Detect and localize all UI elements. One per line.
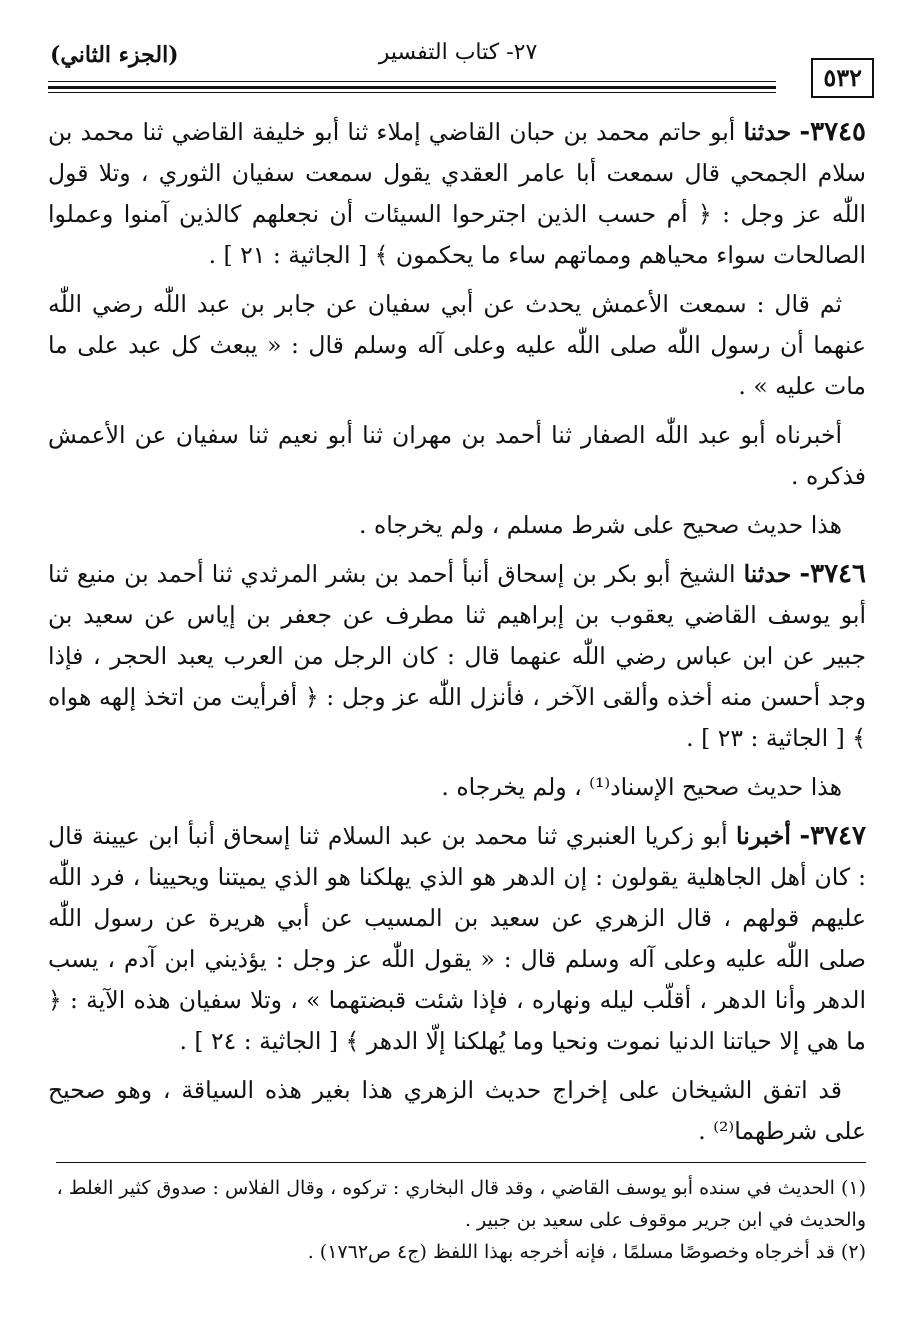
paragraph-text: أبو زكريا العنبري ثنا محمد بن عبد السلام ثنا إسحاق أنبأ ابن عيينة قال : كان أهل الجاهلية يقولون : إن الدهر هو الذي يهلكنا هو الذي يميتنا ويحيينا ، فرد اللّٰه عليهم قولهم ، قال الزهري عن سعيد بن المسيب عن أبي هريرة عن رسول اللّٰه صلى اللّٰه عليه وعلى آله وسلم قال : « يقول اللّٰه عز وجل : يؤذيني ابن آدم ، يسب الدهر وأنا الدهر ، أقلّب ليله ونهاره ، فإذا شئت قبضتهما » ، وتلا سفيان هذه الآية : ﴿ ما هي إلا حياتنا الدنيا نموت ونحيا وما يُهلكنا إلّا الدهر ﴾ [ الجاثية : ٢٤ ] . [48, 822, 866, 1055]
hadith-3745 [48, 112, 866, 276]
header-rule-bottom [48, 92, 776, 93]
part-label: (الجزء الثاني) [50, 42, 179, 68]
paragraph [48, 415, 866, 497]
footnote-divider [56, 1162, 866, 1163]
footnote-1: (١) الحديث في سنده أبو يوسف القاضي ، وقد قال البخاري : تركوه ، وقال الفلاس : صدوق كثير الغلط ، والحديث في ابن جرير موقوف على سعيد بن جبير . [56, 1177, 866, 1231]
paragraph-text: هذا حديث صحيح الإسناد⁽¹⁾ ، ولم يخرجاه . [441, 773, 842, 801]
footnote-2: (٢) قد أخرجاه وخصوصًا مسلمًا ، فإنه أخرجه بهذا اللفظ (ج٤ ص١٧٦٢) . [307, 1241, 866, 1263]
book-title: ٢٧- كتاب التفسير [378, 40, 538, 65]
paragraph [48, 284, 866, 407]
hadith-3746 [48, 554, 866, 759]
hadith-number: ٣٧٤٦- [799, 559, 866, 589]
hadith-3747 [48, 816, 866, 1062]
hadith-number: ٣٧٤٥- [799, 117, 866, 147]
page-number: ٥٣٢ [811, 58, 874, 98]
paragraph-text: أخبرناه أبو عبد اللّٰه الصفار ثنا أحمد بن مهران ثنا أبو نعيم ثنا سفيان عن الأعمش فذكره . [48, 421, 866, 490]
hadith-number: ٣٧٤٧- [799, 821, 866, 851]
page-body [48, 112, 866, 1160]
narration-keyword: أخبرنا [736, 822, 791, 850]
page-header [42, 38, 874, 98]
paragraph [48, 1070, 866, 1152]
header-rule-top [48, 81, 776, 82]
paragraph-text: هذا حديث صحيح على شرط مسلم ، ولم يخرجاه . [359, 511, 842, 539]
narration-keyword: حدثنا [743, 118, 792, 146]
paragraph [48, 767, 866, 808]
narration-keyword: حدثنا [743, 560, 792, 588]
paragraph-text: ثم قال : سمعت الأعمش يحدث عن أبي سفيان عن جابر بن عبد اللّٰه رضي اللّٰه عنهما أن رسول اللّٰه صلى اللّٰه عليه وعلى آله وسلم قال : « يبعث كل عبد على ما مات عليه » . [48, 290, 866, 400]
paragraph-text: الشيخ أبو بكر بن إسحاق أنبأ أحمد بن بشر المرثدي ثنا أحمد بن منيع ثنا أبو يوسف القاضي يعقوب بن إبراهيم ثنا مطرف عن جعفر بن إياس عن سعيد بن جبير عن ابن عباس رضي اللّٰه عنهما قال : كان الرجل من العرب يعبد الحجر ، فإذا وجد أحسن منه أخذه وألقى الآخر ، فأنزل اللّٰه عز وجل : ﴿ أفرأيت من اتخذ إلهه هواه ﴾ [ الجاثية : ٢٣ ] . [48, 560, 866, 752]
footnotes [48, 1172, 866, 1268]
paragraph [48, 505, 866, 546]
header-rule-thick [48, 86, 776, 89]
paragraph-text: أبو حاتم محمد بن حبان القاضي إملاء ثنا أبو خليفة القاضي ثنا محمد بن سلام الجمحي قال سمعت أبا عامر العقدي يقول سمعت سفيان الثوري ، وتلا قول اللّٰه عز وجل : ﴿ أم حسب الذين اجترحوا السيئات أن نجعلهم كالذين آمنوا وعملوا الصالحات سواء محياهم ومماتهم ساء ما يحكمون ﴾ [ الجاثية : ٢١ ] . [48, 118, 866, 269]
paragraph-text: قد اتفق الشيخان على إخراج حديث الزهري هذا بغير هذه السياقة ، وهو صحيح على شرطهما⁽²⁾ . [48, 1076, 866, 1145]
